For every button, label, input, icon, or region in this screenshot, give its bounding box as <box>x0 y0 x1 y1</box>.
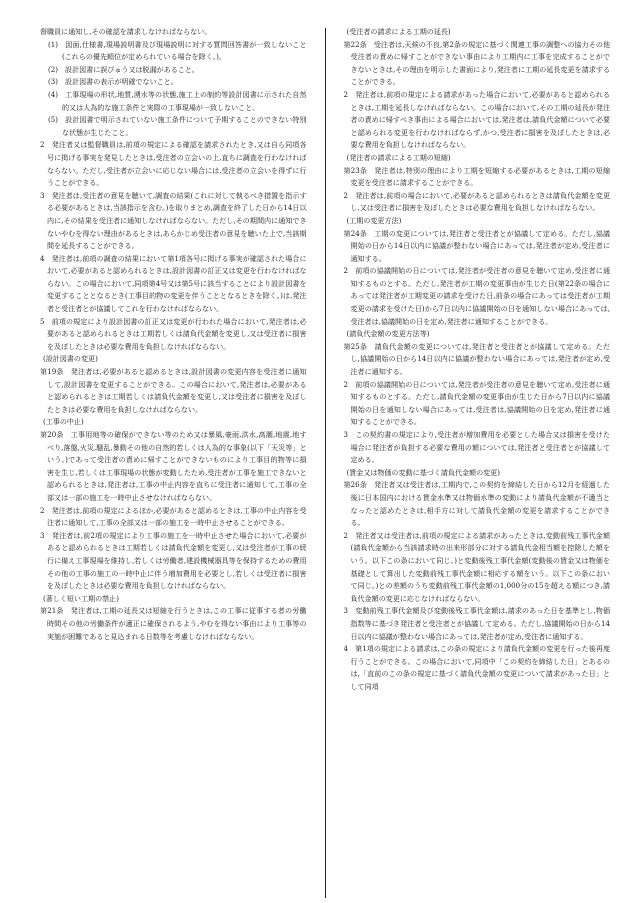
column-divider <box>325 28 326 898</box>
article-paragraph: 第19条 発注者は,必要があると認めるときは,設計図書の変更内容を受注者に通知して,設計図書を変更することができる。この場合において,発注者は,必要があると認められるときは工期若しくは請負代金額を変更し,又は受注者に損害を及ぼしたときは必要な費用を負担しなければならない。 <box>40 367 307 414</box>
article-paragraph: 4 第1項の規定による請求は,この条の規定により請負代金額の変更を行った後再度行うことができる。この場合において,同項中「この契約を締結した日」とあるのは,「直前のこの条の規定に基づく請負代金額の変更について請求があった日」として同項 <box>343 644 610 691</box>
two-column-layout <box>40 26 610 895</box>
article-paragraph: 2 発注者は,前項の規定によるほか,必要があると認めるときは,工事の中止内容を受注者に通知して,工事の全部又は一部の施工を一時中止させることができる。 <box>40 505 307 528</box>
article-heading: (工期の変更方法) <box>346 215 402 225</box>
article-paragraph: 4 発注者は,前項の調査の結果において第1項各号に掲げる事実が確認された場合において,必要があると認められるときは,設計図書の訂正又は変更を行わなければならない。この場合において,同項第4号又は第5号に該当することにより設計図書を変更することとなるとき(工事目的物の変更を伴うこととなるときを除く。)は,発注者と受注者とが協議してこれを行わなければならない。 <box>40 253 307 314</box>
article-paragraph: 第20条 工事用地等の確保ができない等のため又は暴風,豪雨,洪水,高潮,地震,地すべり,落盤,火災,騒乱,暴動その他の自然的若しくは人為的な事象(以下「天災等」という。)であって受注者の責めに帰すことができないものにより工事目的物等に損害を生じ,若しくは工事現場の状態が変動したため,受注者が工事を施工できないと認められるときは,発注者は,工事の中止内容を直ちに受注者に通知して,工事の全部又は一部の施工を一時中止させなければならない。 <box>40 430 307 502</box>
article-paragraph: 3 発注者は,前2項の規定により工事の施工を一時中止させた場合において,必要があると認められるときは工期若しくは請負代金額を変更し,又は受注者が工事の続行に備え工事現場を維持し,若しくは労働者,建設機械器具等を保持するための費用その他の工事の施工の一時中止に伴う増加費用を必要とし,若しくは受注者に損害を及ぼしたときは必要な費用を負担しなければならない。 <box>40 530 307 591</box>
article-paragraph: 5 前項の規定により設計図書の訂正又は変更が行われた場合において,発注者は,必要があると認められるときは工期若しくは請負代金額を変更し,又は受注者に損害を及ぼしたときは必要な費用を負担しなければならない。 <box>40 316 307 351</box>
article-paragraph: 第26条 発注者又は受注者は,工期内で,この契約を締結した日から12月を経過した後に日本国内における賃金水準又は物価水準の変動により請負代金額が不適当となったと認めたときは,相手方に対して請負代金額の変更を請求することができる。 <box>343 480 610 528</box>
article-heading: (設計図書の変更) <box>43 354 98 364</box>
article-heading: (受注者の請求による工期の延長) <box>346 27 451 36</box>
article-paragraph: 2 前項の協議開始の日については,発注者が受注者の意見を聴いて定め,受注者に通知するものとする。ただし,請負代金額の変更事由が生じた日から7日以内に協議開始の日を通知しない場合にあっては,受注者は,協議開始の日を定め,発注者に通知することができる。 <box>343 379 610 427</box>
article-paragraph: 3 この契約書の規定により,受注者が増加費用を必要とした場合又は損害を受けた場合に発注者が負担する必要な費用の額については,発注者と受注者とが協議して定める。 <box>343 430 610 465</box>
article-paragraph: 3 変動前残工事代金額及び変動後残工事代金額は,請求のあった日を基準とし,物価指数等に基づき発注者と受注者とが協議して定める。ただし,協議開始の日から14日以内に協議が整わない場合にあっては,発注者が定め,受注者に通知する。 <box>343 606 610 641</box>
article-paragraph: 第22条 受注者は,天候の不良,第2条の規定に基づく関連工事の調整への協力その他受注者の責めに帰すことができない事由により工期内に工事を完成することができないときは,その理由を明示した書面により,発注者に工期の延長変更を請求することができる。 <box>343 39 610 87</box>
article-paragraph: 第21条 発注者は,工期の延長又は短縮を行うときは,この工事に従事する者の労働時間その他の労働条件が適正に確保されるよう,やむを得ない事由により工事等の実施が困難であると見込まれる日数等を考慮しなければならない。 <box>40 606 307 641</box>
right-column <box>344 26 611 895</box>
article-heading: (賃金又は物価の変動に基づく請負代金額の変更) <box>346 467 500 477</box>
article-paragraph: (5) 設計図書で明示されていない施工条件について予期することのできない特別な状態が生じたこと。 <box>48 115 307 137</box>
article-heading: (工事の中止) <box>43 417 84 427</box>
article-paragraph: 2 発注者は,前項の場合において,必要があると認められるときは請負代金額を変更し,又は受注者に損害を及ぼしたときは必要な費用を負担しなければならない。 <box>343 190 610 213</box>
article-paragraph: (2) 設計図書に誤びゅう又は脱漏があること。 <box>48 64 199 74</box>
article-paragraph: 第23条 発注者は,特別の理由により工期を短縮する必要があるときは,工期の短縮変更を受注者に請求することができる。 <box>343 165 610 188</box>
article-paragraph: (1) 図面,仕様書,現場説明書及び現場説明に対する質問回答書が一致しないこと(これらの優先順位が定められている場合を除く。)。 <box>48 39 307 62</box>
article-paragraph: 2 発注者又は監督職員は,前項の規定による確認を請求されたとき,又は自ら同項各号に掲げる事実を発見したときは,受注者の立会いの上,直ちに調査を行わなければならない。ただし,受注者が立会いに応じない場合には,受注者の立会いを得ずに行うことができる。 <box>40 140 307 188</box>
article-paragraph: 督職員に通知し,その確認を請求しなければならない。 <box>40 27 212 36</box>
article-paragraph: (4) 工事現場の形状,地質,湧水等の状態,施工上の制約等設計図書に示された自然的又は人為的な施工条件と実際の工事現場が一致しないこと。 <box>48 89 307 112</box>
article-paragraph: 2 前項の協議開始の日については,発注者が受注者の意見を聴いて定め,受注者に通知するものとする。ただし,発注者が工期の変更事由が生じた日(第22条の場合にあっては発注者が工期変更の請求を受けた日,前条の場合にあっては受注者が工期変更の請求を受けた日)から7日以内に協議開始の日を通知しない場合にあっては,受注者は,協議開始の日を定め,発注者に通知することができる。 <box>343 266 610 326</box>
article-paragraph: 2 発注者は,前項の規定による請求があった場合において,必要があると認められるときは,工期を延長しなければならない。この場合において,その工期の延長が発注者の責めに帰すべき事由による場合においては,発注者は,請負代金額について必要と認められる変更を行わなければならず,かつ,受注者に損害を及ぼしたときは,必要な費用を負担しなければならない。 <box>343 89 610 150</box>
left-column <box>40 26 307 895</box>
article-paragraph: 第25条 請負代金額の変更については,発注者と受注者とが協議して定める。ただし,協議開始の日から14日以内に協議が整わない場合にあっては,発注者が定め,受注者に通知する。 <box>343 341 610 377</box>
article-paragraph: 3 発注者は,受注者の意見を聴いて,調査の結果(これに対して執るべき措置を指示する必要があるときは,当該指示を含む。)を取りまとめ,調査を終了した日から14日以内に,その結果を受注者に通知しなければならない。ただし,その期間内に通知できないやむを得ない理由があるときは,あらかじめ受注者の意見を聴いた上で,当該期間を延長することができる。 <box>40 190 307 251</box>
article-paragraph: (3) 設計図書の表示が明確でないこと。 <box>48 77 178 87</box>
article-heading: (発注者の請求による工期の短縮) <box>346 152 451 162</box>
article-paragraph: 第24条 工期の変更については,発注者と受注者とが協議して定める。ただし,協議開始の日から14日以内に協議が整わない場合にあっては,発注者が定め,受注者に通知する。 <box>343 228 610 263</box>
article-heading: (請負代金額の変更方法等) <box>346 329 430 339</box>
article-heading: (著しく短い工期の禁止) <box>43 593 119 603</box>
article-paragraph: 2 発注者又は受注者は,前項の規定による請求があったときは,変動前残工事代金額(請負代金額から当該請求時の出来形部分に対する請負代金相当額を控除した額をいう。以下この条において同じ。)と変動後残工事代金額(変動後の賃金又は物価を基礎として算出した変動前残工事代金額に相応する額をいう。以下この条において同じ。)との差額のうち変動前残工事代金額の1,000分の15を超える額につき,請負代金額の変更に応じなければならない。 <box>343 530 610 603</box>
